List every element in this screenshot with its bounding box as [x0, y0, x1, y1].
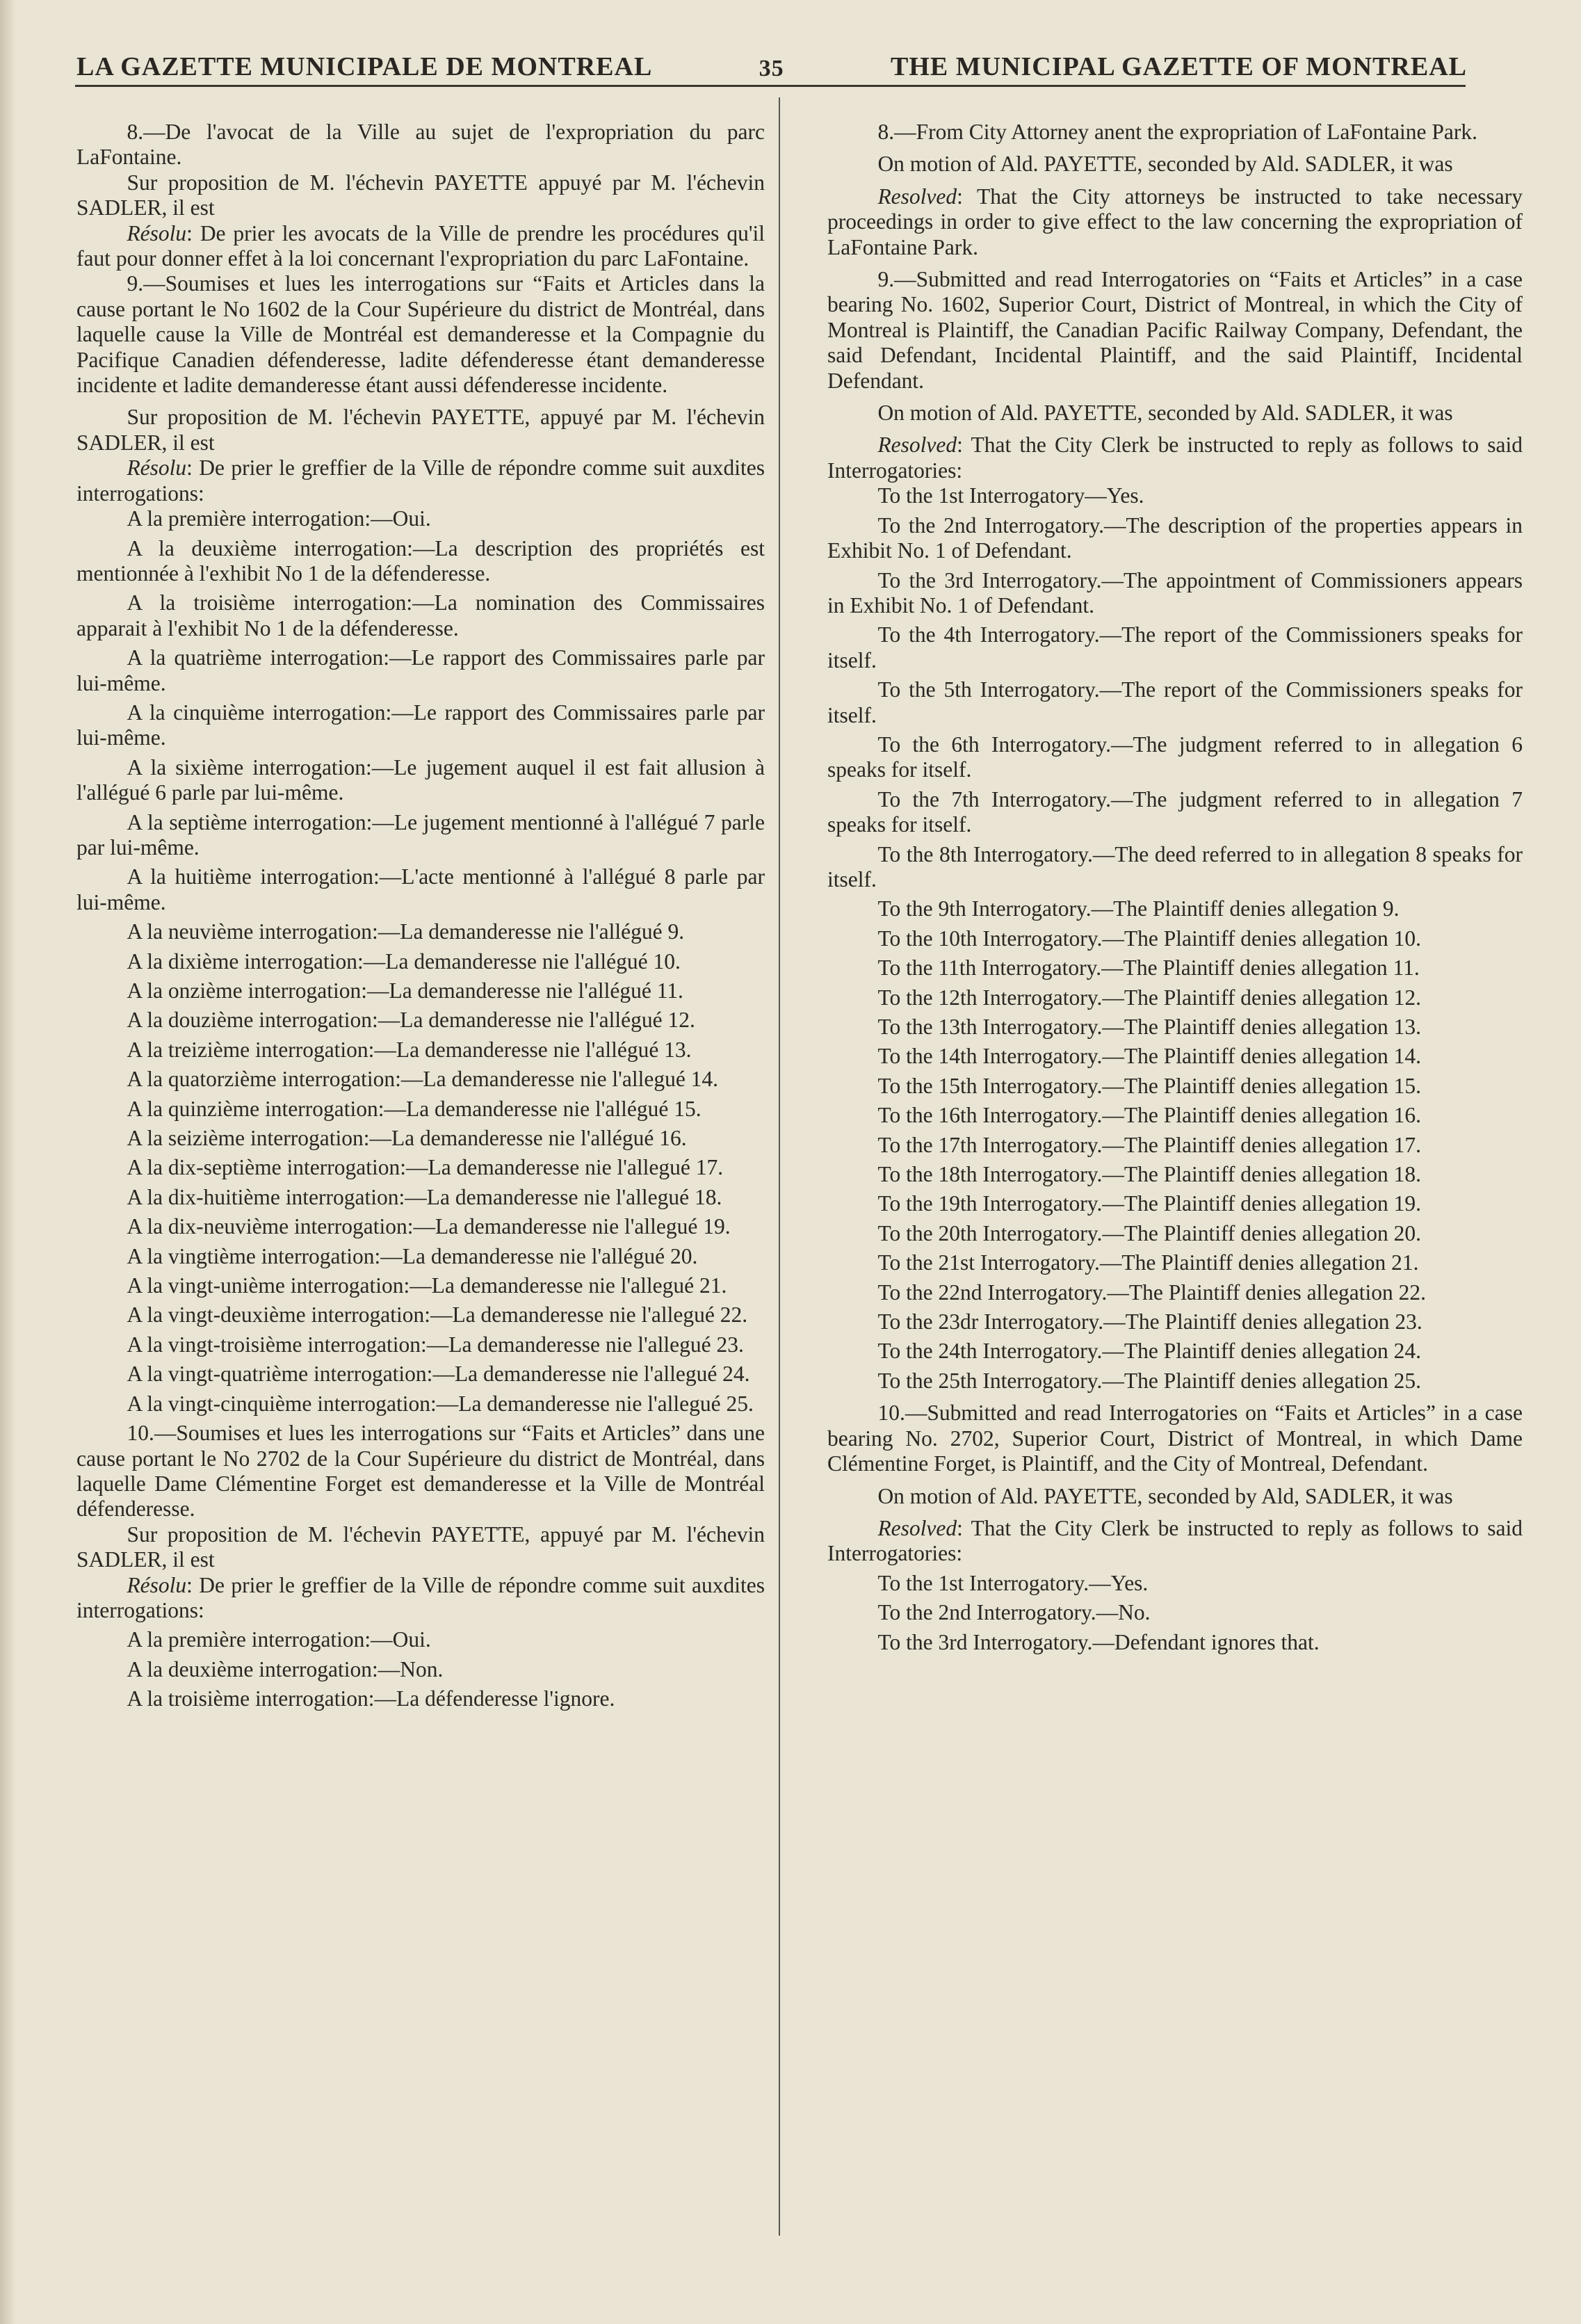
right-paragraph — [827, 842, 1523, 893]
french-column — [76, 120, 765, 1712]
resolution-label: Resolved — [877, 184, 957, 209]
paragraph-text: Sur proposition de M. l'échevin PAYETTE appuyé par M. l'échevin SADLER, il est — [76, 170, 765, 220]
paragraph-text: A la vingt-cinquième interrogation:—La demanderesse nie l'allegué 25. — [127, 1391, 754, 1416]
paragraph-text: : That the City attorneys be instructed to take necessary proceedings in order to give effect to the law concerning the expropriation of LaFontaine Park. — [827, 184, 1523, 259]
paragraph-text: : De prier les avocats de la Ville de prendre les procédures qu'il faut pour donner effet à la loi concernant l'expropriation du parc LaFontaine. — [76, 220, 765, 271]
right-paragraph — [827, 1630, 1523, 1655]
paragraph-text: To the 2nd Interrogatory.—The description of the properties appears in Exhibit No. 1 of Defendant. — [827, 513, 1523, 563]
right-paragraph — [827, 1516, 1523, 1567]
right-paragraph — [827, 1191, 1523, 1216]
right-paragraph — [827, 120, 1523, 145]
left-paragraph — [76, 1391, 765, 1417]
left-paragraph — [76, 1185, 765, 1210]
right-paragraph — [827, 513, 1523, 564]
paragraph-text: To the 9th Interrogatory.—The Plaintiff denies allegation 9. — [877, 896, 1400, 921]
resolution-label: Résolu — [127, 220, 187, 245]
left-paragraph — [76, 1097, 765, 1122]
left-paragraph — [76, 1155, 765, 1180]
left-paragraph — [76, 1038, 765, 1063]
paragraph-text: To the 2nd Interrogatory.—No. — [877, 1600, 1151, 1625]
left-paragraph — [76, 1302, 765, 1328]
left-paragraph — [76, 949, 765, 974]
paragraph-text: A la vingtième interrogation:—La demanderesse nie l'allégué 20. — [127, 1243, 698, 1268]
left-paragraph — [76, 919, 765, 944]
right-paragraph — [827, 184, 1523, 260]
english-column — [827, 120, 1523, 1655]
page-edge-shadow — [0, 0, 15, 2324]
paragraph-text: A la cinquième interrogation:—Le rapport des Commissaires parle par lui-même. — [76, 700, 765, 750]
right-paragraph — [827, 1162, 1523, 1187]
paragraph-text: To the 13th Interrogatory.—The Plaintiff denies allegation 13. — [877, 1015, 1422, 1039]
header-rule — [75, 85, 1466, 87]
right-paragraph — [827, 1280, 1523, 1305]
left-paragraph — [76, 1214, 765, 1239]
paragraph-text: 8.—De l'avocat de la Ville au sujet de l'expropriation du parc LaFontaine. — [76, 120, 765, 170]
paragraph-text: Sur proposition de M. l'échevin PAYETTE, appuyé par M. l'échevin SADLER, il est — [76, 405, 765, 455]
left-paragraph — [76, 1522, 765, 1573]
right-paragraph — [827, 926, 1523, 951]
paragraph-text: To the 7th Interrogatory.—The judgment referred to in allegation 7 speaks for itself. — [827, 786, 1523, 837]
left-paragraph — [76, 1421, 765, 1522]
resolution-label: Résolu — [127, 1572, 187, 1597]
left-paragraph — [76, 978, 765, 1003]
paragraph-text: To the 1st Interrogatory.—Yes. — [877, 1570, 1149, 1595]
left-paragraph — [76, 810, 765, 861]
right-paragraph — [827, 1103, 1523, 1128]
left-paragraph — [76, 1627, 765, 1652]
left-paragraph — [76, 455, 765, 506]
paragraph-text: To the 18th Interrogatory.—The Plaintiff denies allegation 18. — [877, 1162, 1422, 1187]
right-paragraph — [827, 622, 1523, 673]
left-paragraph — [76, 405, 765, 455]
paragraph-text: : De prier le greffier de la Ville de répondre comme suit auxdites interrogations: — [76, 1572, 765, 1622]
paragraph-text: To the 23dr Interrogatory.—The Plaintiff denies allegation 23. — [877, 1309, 1422, 1334]
header-title-english: THE MUNICIPAL GAZETTE OF MONTREAL — [891, 52, 1467, 81]
paragraph-text: : That the City Clerk be instructed to reply as follows to said Interrogatories: — [827, 433, 1523, 483]
right-paragraph — [827, 896, 1523, 921]
paragraph-text: To the 15th Interrogatory.—The Plaintiff denies allegation 15. — [877, 1073, 1422, 1098]
left-paragraph — [76, 645, 765, 696]
paragraph-text: To the 8th Interrogatory.—The deed referred to in allegation 8 speaks for itself. — [827, 841, 1523, 891]
paragraph-text: : De prier le greffier de la Ville de répondre comme suit auxdites interrogations: — [76, 455, 765, 506]
left-paragraph — [76, 536, 765, 587]
paragraph-text: A la neuvième interrogation:—La demanderesse nie l'allégué 9. — [127, 919, 685, 944]
paragraph-text: A la douzième interrogation:—La demanderesse nie l'allégué 12. — [127, 1008, 695, 1033]
paragraph-text: A la dix-septième interrogation:—La demanderesse nie l'allegué 17. — [127, 1155, 724, 1180]
left-paragraph — [76, 170, 765, 221]
left-paragraph — [76, 1686, 765, 1711]
right-paragraph — [827, 1571, 1523, 1596]
right-paragraph — [827, 1369, 1523, 1394]
page-number: 35 — [759, 56, 784, 81]
paragraph-text: A la première interrogation:—Oui. — [127, 1627, 431, 1652]
paragraph-text: To the 5th Interrogatory.—The report of the Commissioners speaks for itself. — [827, 677, 1523, 727]
resolution-label: Resolved — [877, 1515, 957, 1540]
paragraph-text: To the 14th Interrogatory.—The Plaintiff denies allegation 14. — [877, 1044, 1422, 1069]
right-paragraph — [827, 1015, 1523, 1040]
right-paragraph — [827, 267, 1523, 394]
paragraph-text: To the 3rd Interrogatory.—The appointment of Commissioners appears in Exhibit No. 1 of Defendant. — [827, 567, 1523, 618]
right-paragraph — [827, 1401, 1523, 1476]
right-paragraph — [827, 955, 1523, 981]
paragraph-text: A la septième interrogation:—Le jugement mentionné à l'allégué 7 parle par lui-même. — [76, 809, 765, 860]
right-paragraph — [827, 985, 1523, 1010]
left-paragraph — [76, 1244, 765, 1269]
left-paragraph — [76, 1362, 765, 1387]
paragraph-text: A la vingt-troisième interrogation:—La demanderesse nie l'allegué 23. — [127, 1332, 744, 1357]
paragraph-text: A la sixième interrogation:—Le jugement auquel il est fait allusion à l'allégué 6 parle par lui-même. — [76, 755, 765, 805]
right-paragraph — [827, 1044, 1523, 1069]
paragraph-text: To the 16th Interrogatory.—The Plaintiff denies allegation 16. — [877, 1103, 1422, 1128]
paragraph-text: A la quinzième interrogation:—La demanderesse nie l'allégué 15. — [127, 1096, 702, 1121]
paragraph-text: 8.—From City Attorney anent the expropriation of LaFontaine Park. — [877, 120, 1478, 144]
right-paragraph — [827, 677, 1523, 728]
paragraph-text: Sur proposition de M. l'échevin PAYETTE, appuyé par M. l'échevin SADLER, il est — [76, 1522, 765, 1572]
right-paragraph — [827, 1250, 1523, 1275]
paragraph-text: A la vingt-deuxième interrogation:—La demanderesse nie l'allegué 22. — [127, 1302, 748, 1328]
right-paragraph — [827, 433, 1523, 483]
paragraph-text: On motion of Ald. PAYETTE, seconded by Ald. SADLER, it was — [877, 401, 1453, 426]
right-paragraph — [827, 732, 1523, 783]
left-paragraph — [76, 1008, 765, 1033]
paragraph-text: On motion of Ald. PAYETTE, seconded by Ald. SADLER, it was — [877, 152, 1453, 177]
paragraph-text: A la onzième interrogation:—La demanderesse nie l'allégué 11. — [127, 978, 683, 1003]
column-divider — [779, 97, 780, 2236]
paragraph-text: To the 22nd Interrogatory.—The Plaintiff denies allegation 22. — [877, 1280, 1427, 1305]
paragraph-text: A la vingt-quatrième interrogation:—La demanderesse nie l'allegué 24. — [127, 1362, 750, 1387]
right-paragraph — [827, 483, 1523, 508]
paragraph-text: To the 24th Interrogatory.—The Plaintiff denies allegation 24. — [877, 1339, 1422, 1364]
paragraph-text: A la deuxième interrogation:—La description des propriétés est mentionnée à l'exhibit No 1 de la défenderesse. — [76, 535, 765, 586]
paragraph-text: To the 17th Interrogatory.—The Plaintiff denies allegation 17. — [877, 1132, 1422, 1157]
paragraph-text: To the 25th Interrogatory.—The Plaintiff denies allegation 25. — [877, 1368, 1422, 1393]
paragraph-text: To the 21st Interrogatory.—The Plaintiff denies allegation 21. — [877, 1250, 1419, 1275]
paragraph-text: A la première interrogation:—Oui. — [127, 506, 431, 531]
paragraph-text: To the 4th Interrogatory.—The report of the Commissioners speaks for itself. — [827, 622, 1523, 672]
right-paragraph — [827, 152, 1523, 177]
paragraph-text: A la quatorzième interrogation:—La demanderesse nie l'allegué 14. — [127, 1067, 719, 1092]
right-paragraph — [827, 401, 1523, 426]
right-paragraph — [827, 1133, 1523, 1158]
paragraph-text: To the 1st Interrogatory—Yes. — [877, 483, 1144, 508]
paragraph-text: To the 6th Interrogatory.—The judgment referred to in allegation 6 speaks for itself. — [827, 732, 1523, 782]
left-paragraph — [76, 506, 765, 531]
right-paragraph — [827, 1221, 1523, 1246]
header-title-french: LA GAZETTE MUNICIPALE DE MONTREAL — [76, 52, 653, 81]
left-paragraph — [76, 1573, 765, 1624]
right-paragraph — [827, 1074, 1523, 1099]
paragraph-text: To the 20th Interrogatory.—The Plaintiff denies allegation 20. — [877, 1220, 1422, 1245]
paragraph-text: A la vingt-unième interrogation:—La demanderesse nie l'allegué 21. — [127, 1273, 727, 1298]
left-paragraph — [76, 864, 765, 915]
paragraph-text: A la huitième interrogation:—L'acte mentionné à l'allégué 8 parle par lui-même. — [76, 864, 765, 914]
right-paragraph — [827, 787, 1523, 838]
left-paragraph — [76, 1067, 765, 1092]
paragraph-text: A la troisième interrogation:—La défenderesse l'ignore. — [127, 1686, 615, 1711]
left-paragraph — [76, 1126, 765, 1151]
resolution-label: Résolu — [127, 455, 187, 481]
right-paragraph — [827, 1309, 1523, 1334]
right-paragraph — [827, 1484, 1523, 1509]
right-paragraph — [827, 1600, 1523, 1625]
paragraph-text: On motion of Ald. PAYETTE, seconded by Ald, SADLER, it was — [877, 1483, 1453, 1508]
paragraph-text: 10.—Submitted and read Interrogatories on “Faits et Articles” in a case bearing No. 2702, Superior Court, District of Montreal, in which Dame Clémentine Forget, is Plaintiff, and the City of Montreal, Defendant. — [827, 1401, 1523, 1476]
left-paragraph — [76, 1332, 765, 1357]
paragraph-text: To the 3rd Interrogatory.—Defendant ignores that. — [877, 1629, 1320, 1654]
right-paragraph — [827, 1339, 1523, 1364]
paragraph-text: To the 12th Interrogatory.—The Plaintiff denies allegation 12. — [877, 985, 1422, 1010]
left-paragraph — [76, 120, 765, 170]
paragraph-text: To the 10th Interrogatory.—The Plaintiff denies allegation 10. — [877, 926, 1422, 951]
paragraph-text: To the 19th Interrogatory.—The Plaintiff denies allegation 19. — [877, 1191, 1422, 1216]
left-paragraph — [76, 271, 765, 398]
paragraph-text: A la dix-huitième interrogation:—La demanderesse nie l'allegué 18. — [127, 1184, 722, 1209]
paragraph-text: A la dix-neuvième interrogation:—La demanderesse nie l'allegué 19. — [127, 1214, 731, 1239]
resolution-label: Resolved — [877, 433, 957, 458]
paragraph-text: 9.—Submitted and read Interrogatories on “Faits et Articles” in a case bearing No. 1602, Superior Court, District of Montreal, in which the City of Montreal is Plaintiff, the Canadian Pacific Railway Company, Defendant, the said Defendant, Incidental Plaintiff, and the said Plaintiff, Incidental Defendant. — [827, 267, 1523, 393]
paragraph-text: A la deuxième interrogation:—Non. — [127, 1656, 444, 1681]
paragraph-text: A la treizième interrogation:—La demanderesse nie l'allégué 13. — [127, 1037, 692, 1062]
paragraph-text: A la dixième interrogation:—La demanderesse nie l'allégué 10. — [127, 949, 681, 974]
paragraph-text: To the 11th Interrogatory.—The Plaintiff denies allegation 11. — [877, 955, 1420, 981]
paragraph-text: A la seizième interrogation:—La demanderesse nie l'allégué 16. — [127, 1126, 687, 1151]
page-header — [76, 40, 1467, 82]
left-paragraph — [76, 700, 765, 751]
paragraph-text: A la quatrième interrogation:—Le rapport des Commissaires parle par lui-même. — [76, 645, 765, 695]
paragraph-text: : That the City Clerk be instructed to reply as follows to said Interrogatories: — [827, 1515, 1523, 1566]
paragraph-text: 10.—Soumises et lues les interrogations sur “Faits et Articles” dans une cause portant le No 2702 de la Cour Supérieure du district de Montréal, dans laquelle Dame Clémentine Forget est demanderesse et la Ville de Montréal défenderesse. — [76, 1421, 765, 1522]
right-paragraph — [827, 568, 1523, 619]
left-paragraph — [76, 1273, 765, 1298]
paragraph-text: 9.—Soumises et lues les interrogations sur “Faits et Articles dans la cause portant le No 1602 de la Cour Supérieure du district de Montréal, dans laquelle cause la Ville de Montréal est demanderesse et la Compagnie du Pacifique Canadien défenderesse, ladite défenderesse étant demanderesse incidente et ladite demanderesse étant aussi défenderesse incidente. — [76, 271, 765, 398]
left-paragraph — [76, 755, 765, 806]
left-paragraph — [76, 221, 765, 272]
left-paragraph — [76, 1657, 765, 1682]
left-paragraph — [76, 590, 765, 641]
paragraph-text: A la troisième interrogation:—La nomination des Commissaires apparait à l'exhibit No 1 de la défenderesse. — [76, 590, 765, 640]
